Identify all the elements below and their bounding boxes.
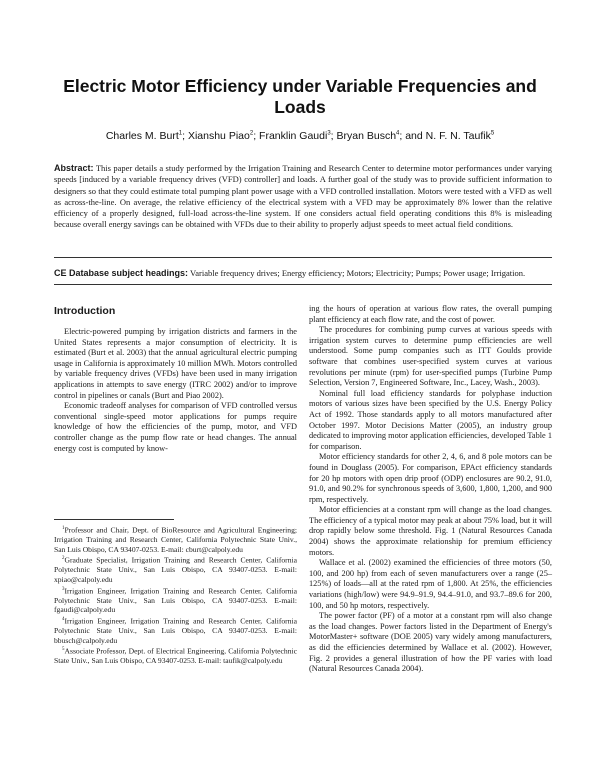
divider-top xyxy=(54,257,552,258)
author-affiliation-mark: 2 xyxy=(249,130,254,137)
footnote-text: Irrigation Engineer, Irrigation Training and Research Center, California Polytechnic State Univ., San Luis Obispo, CA 93407-0253. E-mail: bbusch@calpoly.edu xyxy=(54,616,297,645)
footnotes xyxy=(54,524,297,666)
author-name: N. F. N. Taufik xyxy=(425,130,491,142)
author-name: Bryan Busch xyxy=(336,130,397,142)
body-paragraph: The power factor (PF) of a motor at a constant rpm will also change as the load changes. Power factors listed in the Department of Energy's MotorMaster+ software (DOE 2005) vary widely among manufacturers, as did the efficiencies determined by Wallace et al. (2002). However, Fig. 2 provides a general illustration of how the PF varies with load (Natural Resources Canada 2004). xyxy=(309,611,552,674)
author-affiliation-mark: 4 xyxy=(396,130,400,137)
footnote xyxy=(54,524,297,554)
body-paragraph: The procedures for combining pump curves at various speeds with irrigation system curves to determine pump efficiencies are well understood. Some pump companies such as ITT Goulds provide software that combines user-specified system curves at various revolutions per minute (rpm) for user-specified pumps (Turbine Pump Selection, Version 7, Engineered Software, Inc., Lacey, Wash., 2003). xyxy=(309,325,552,388)
footnote-mark: 2 xyxy=(62,556,65,562)
author-name: Xianshu Piao xyxy=(187,130,250,142)
paper-title: Electric Motor Efficiency under Variable Frequencies and Loads xyxy=(63,76,537,117)
column-left xyxy=(54,327,297,454)
body-paragraph: Economic tradeoff analyses for comparison of VFD controlled versus conventional single-speed motor applications for pumps require knowledge of how the efficiencies of the pump, motor, and VFD controller change as the pump flow rate or head changes. The annual energy cost is computed by know- xyxy=(54,401,297,453)
body-paragraph: ing the hours of operation at various flow rates, the overall pumping plant efficiency at each flow rate, and the cost of power. xyxy=(309,304,552,324)
footnote xyxy=(54,585,297,615)
author-affiliation-mark: 5 xyxy=(490,130,495,137)
author-separator: ; xyxy=(182,130,188,142)
author-name: Franklin Gaudi xyxy=(259,130,328,142)
footnote-text: Graduate Specialist, Irrigation Training and Research Center, California Polytechnic State Univ., San Luis Obispo, CA 93407-0253. E-mail: xpiao@calpoly.edu xyxy=(54,555,297,585)
footnote-text: Associate Professor, Dept. of Electrical Engineering, California Polytechnic State Univ., San Luis Obispo, CA 93407-0253. E-mail: taufik@calpoly.edu xyxy=(54,646,297,666)
footnote-rule xyxy=(54,519,174,520)
footnote-text: Irrigation Engineer, Irrigation Training and Research Center, California Polytechnic State Univ., San Luis Obispo, CA 93407-0253. E-mail: fgaudi@calpoly.edu xyxy=(54,586,297,615)
column-right xyxy=(309,304,552,675)
divider-bottom xyxy=(54,284,552,285)
subject-headings-text: Variable frequency drives; Energy efficiency; Motors; Electricity; Pumps; Power usage; Irrigation. xyxy=(190,268,526,278)
abstract xyxy=(54,163,552,231)
author-affiliation-mark: 1 xyxy=(178,130,183,137)
author-name: Charles M. Burt xyxy=(105,130,179,142)
footnote xyxy=(54,645,297,666)
body-paragraph: Motor efficiency standards for other 2, 4, 6, and 8 pole motors can be found in Douglass (2005). For comparison, EPAct efficiency standards for 20 hp motors with open drip proof (ODP) enclosures are 90.2, 91.0, 91.0, and 90.2% for synchronous speeds of 3,600, 1,800, 1,200, and 900 rpm, respectively. xyxy=(309,452,552,504)
body-paragraph: Nominal full load efficiency standards for polyphase induction motors of various sizes have been specified by the U.S. Energy Policy Act of 1992. Those standards apply to all motors manufactured after October 1997. Motor Decisions Matter (2005), an industry group dedicated to improving motor application efficiencies, developed Table 1 for comparison. xyxy=(309,388,552,451)
author-affiliation-mark: 3 xyxy=(327,130,331,137)
author-separator: ; xyxy=(253,130,260,142)
body-paragraph: Motor efficiencies at a constant rpm will change as the load changes. The efficiency of a typical motor may peak at about 75% load, but it will drop rapidly below some threshold. Fig. 1 (Natural Resources Canada 2004) shows the approximate relationship for premium efficiency motors. xyxy=(309,505,552,557)
subject-headings xyxy=(54,268,552,279)
footnote-mark: 4 xyxy=(62,616,65,622)
footnote-mark: 1 xyxy=(62,526,65,531)
subject-headings-label: CE Database subject headings: xyxy=(54,268,189,278)
footnote-mark: 3 xyxy=(62,586,65,592)
body-paragraph: Wallace et al. (2002) examined the efficiencies of three motors (50, 100, and 200 hp) from each of seven manufacturers over a range (25–125%) of loads—all at the rated rpm of 1,800. At 25%, the efficiencies variations (high/low) were 94.9–91.9, 94.4–91.0, and 93.7–89.6 for 200, 100, and 50 hp motors, respectively. xyxy=(309,558,552,610)
footnote xyxy=(54,615,297,645)
author-separator: ; and xyxy=(399,130,426,142)
abstract-label: Abstract: xyxy=(54,163,94,173)
author-list xyxy=(40,130,560,142)
section-heading-introduction: Introduction xyxy=(54,305,116,317)
body-paragraph: Electric-powered pumping by irrigation districts and farmers in the United States represents a major consumption of electricity. It is estimated (Burt et al. 2003) that the annual agricultural electric pumping usage in California is approximately 10 million MWh. Motors controlled by variable frequency drives (VFDs) have been used in many irrigation applications in attempts to save energy (ITRC 2002) and/or to improve control in pipelines or canals (Burt and Piao 2002). xyxy=(54,327,297,400)
footnote xyxy=(54,554,297,584)
author-separator: ; xyxy=(330,130,337,142)
footnote-mark: 5 xyxy=(62,647,65,653)
footnote-text: Professor and Chair, Dept. of BioResource and Agricultural Engineering; Irrigation Training and Research Center, California Polytechnic State Univ., San Luis Obispo, CA 93407-0253. E-mail: cburt@calpoly.edu xyxy=(54,525,297,554)
abstract-text: This paper details a study performed by the Irrigation Training and Research Center to determine motor performances under varying speeds [induced by a variable frequency drives (VFD) controller] and loads. A further goal of the study was to provide sufficient information to designers so that they could estimate total pumping plant power usage with a VFD controlled installation. Motors were tested with a VFD as well as across-the-line. On average, the relative efficiency of the electrical system with a VFD may be approximately 8% lower than the relative efficiency of a properly designed, full-load across-the-line system. If one considers actual field operating conditions this 8% is misleading because overall energy savings can be obtained with VFDs due to their ability to properly adjust speeds to meet actual field conditions. xyxy=(54,163,552,230)
